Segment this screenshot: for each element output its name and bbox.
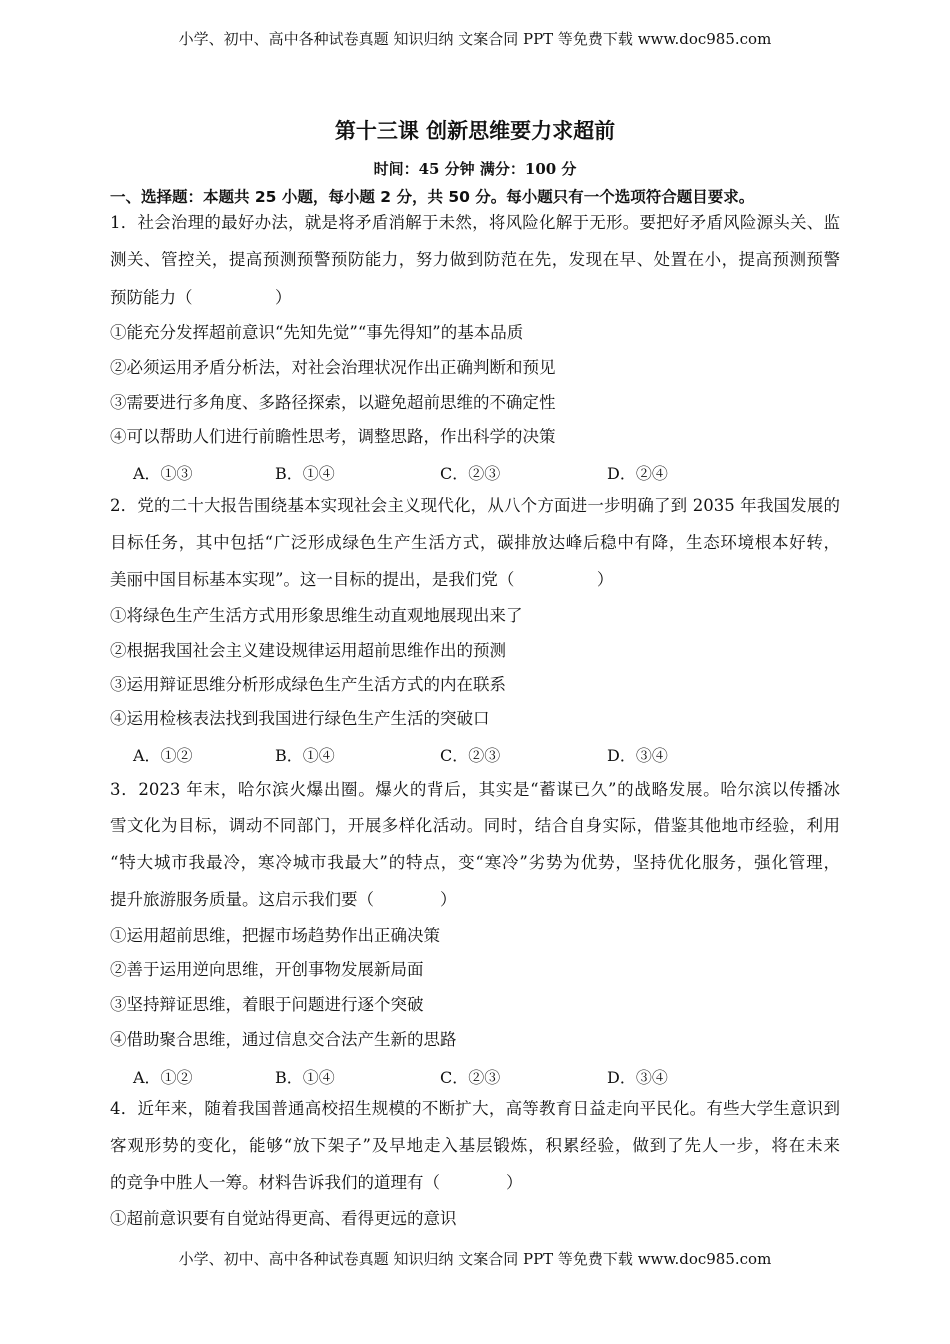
statement-item: ④可以帮助人们进行前瞻性思考，调整思路，作出科学的决策: [110, 427, 556, 446]
statement-item: ②善于运用逆向思维，开创事物发展新局面: [110, 960, 424, 979]
answer-option: A．①②: [133, 1068, 193, 1087]
statement-item: ③运用辩证思维分析形成绿色生产生活方式的内在联系: [110, 675, 506, 694]
question-text-line: 预防能力（ ）: [110, 288, 292, 307]
question-text-line: 客观形势的变化，能够“放下架子”及早地走入基层锻炼，积累经验，做到了先人一步，将在未来: [110, 1136, 840, 1155]
page-title: 第十三课 创新思维要力求超前: [334, 119, 616, 143]
question-text-line: 提升旅游服务质量。这启示我们要（ ）: [110, 890, 457, 909]
answer-option: A．①②: [133, 746, 193, 765]
answer-option: B．①④: [275, 464, 335, 483]
time-info: 时间：45 分钟 满分：100 分: [373, 160, 577, 178]
answer-option: C．②③: [440, 746, 501, 765]
answer-option: D．③④: [607, 1068, 668, 1087]
statement-item: ②必须运用矛盾分析法，对社会治理状况作出正确判断和预见: [110, 358, 556, 377]
statement-item: ③需要进行多角度、多路径探索，以避免超前思维的不确定性: [110, 393, 556, 412]
section-heading: 一、选择题：本题共 25 小题，每小题 2 分，共 50 分。每小题只有一个选项符合题目要求。: [110, 188, 755, 206]
statement-item: ①超前意识要有自觉站得更高、看得更远的意识: [110, 1209, 457, 1228]
statement-item: ④运用检核表法找到我国进行绿色生产生活的突破口: [110, 709, 490, 728]
answer-option: C．②③: [440, 1068, 501, 1087]
question-text-line: “特大城市我最冷，寒冷城市我最大”的特点，变“寒冷”劣势为优势，坚持优化服务，强化管理，: [110, 853, 840, 872]
question-text-line: 2．党的二十大报告围绕基本实现社会主义现代化，从八个方面进一步明确了到 2035 年我国发展的: [110, 496, 840, 515]
answer-option: B．①④: [275, 746, 335, 765]
statement-item: ①将绿色生产生活方式用形象思维生动直观地展现出来了: [110, 606, 523, 625]
question-text-line: 雪文化为目标，调动不同部门，开展多样化活动。同时，结合自身实际，借鉴其他地市经验，利用: [110, 816, 840, 835]
answer-option: D．③④: [607, 746, 668, 765]
answer-option: D．②④: [607, 464, 668, 483]
page-footer: 小学、初中、高中各种试卷真题 知识归纳 文案合同 PPT 等免费下载 www.doc985.com: [178, 1250, 772, 1268]
page-header: 小学、初中、高中各种试卷真题 知识归纳 文案合同 PPT 等免费下载 www.doc985.com: [178, 30, 772, 48]
statement-item: ④借助聚合思维，通过信息交合法产生新的思路: [110, 1030, 457, 1049]
statement-item: ②根据我国社会主义建设规律运用超前思维作出的预测: [110, 641, 506, 660]
statement-item: ①能充分发挥超前意识“先知先觉”“事先得知”的基本品质: [110, 323, 524, 342]
question-text-line: 测关、管控关，提高预测预警预防能力，努力做到防范在先，发现在早、处置在小，提高预测预警: [110, 250, 840, 269]
statement-item: ①运用超前思维，把握市场趋势作出正确决策: [110, 926, 440, 945]
answer-option: C．②③: [440, 464, 501, 483]
question-text-line: 的竞争中胜人一筹。材料告诉我们的道理有（ ）: [110, 1173, 523, 1192]
question-text-line: 目标任务，其中包括“广泛形成绿色生产生活方式，碳排放达峰后稳中有降，生态环境根本好转，: [110, 533, 840, 552]
answer-option: B．①④: [275, 1068, 335, 1087]
answer-option: A．①③: [133, 464, 193, 483]
question-text-line: 美丽中国目标基本实现”。这一目标的提出，是我们党（ ）: [110, 570, 614, 589]
question-text-line: 3．2023 年末，哈尔滨火爆出圈。爆火的背后，其实是“蓄谋已久”的战略发展。哈尔滨以传播冰: [110, 780, 840, 799]
statement-item: ③坚持辩证思维，着眼于问题进行逐个突破: [110, 995, 424, 1014]
question-text-line: 1．社会治理的最好办法，就是将矛盾消解于未然，将风险化解于无形。要把好矛盾风险源头关、监: [110, 213, 840, 232]
question-text-line: 4．近年来，随着我国普通高校招生规模的不断扩大，高等教育日益走向平民化。有些大学生意识到: [110, 1099, 840, 1118]
